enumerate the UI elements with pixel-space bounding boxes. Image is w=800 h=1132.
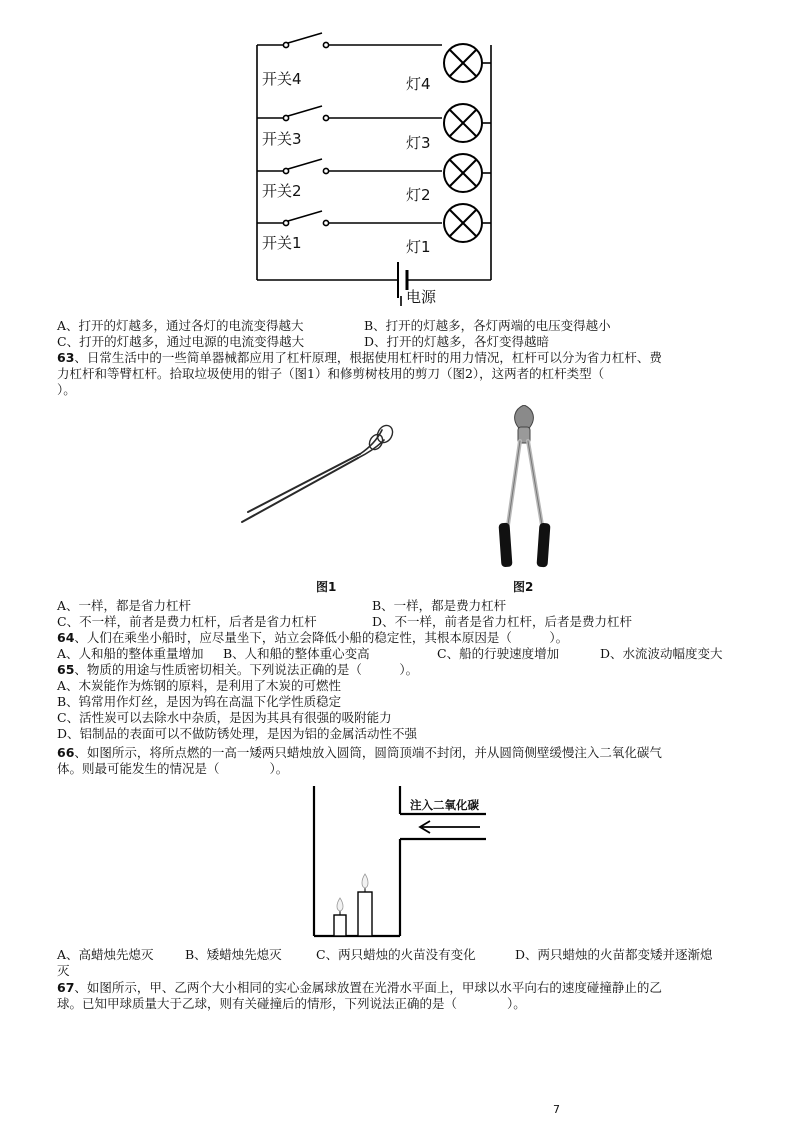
q66-option-c[interactable]: C、两只蜡烛的火苗没有变化 <box>316 947 476 962</box>
lamp-4-label: 灯4 <box>406 75 431 93</box>
q64-option-c[interactable]: C、船的行驶速度增加 <box>437 646 560 661</box>
q67-stem-line-1: 67、如图所示，甲、乙两个大小相同的实心金属球放置在光滑水平面上，甲球以水平向右的速度碰撞静止的乙 <box>57 980 662 995</box>
q63-number: 63 <box>57 350 75 365</box>
fig1-caption: 图1 <box>316 580 337 594</box>
q65-option-c[interactable]: C、活性炭可以去除水中杂质，是因为其具有很强的吸附能力 <box>57 710 392 725</box>
q66-stem-line-2: 体。则最可能发生的情况是（ ）。 <box>57 761 289 776</box>
bolt-cutter-figure <box>488 405 560 573</box>
q66-option-b[interactable]: B、矮蜡烛先熄灭 <box>185 947 282 962</box>
switch-1-label: 开关1 <box>262 234 302 252</box>
q63-option-d[interactable]: D、不一样，前者是省力杠杆，后者是费力杠杆 <box>372 614 633 629</box>
co2-inlet-label: 注入二氧化碳 <box>410 798 479 812</box>
q66-option-d[interactable]: D、两只蜡烛的火苗都变矮并逐渐熄 <box>515 947 713 962</box>
q64-number: 64 <box>57 630 75 645</box>
q67-number: 67 <box>57 980 75 995</box>
q63-stem-line-3: ）。 <box>57 382 76 397</box>
tongs-figure <box>238 418 398 530</box>
q63-stem-line-1: 63、日常生活中的一些简单器械都应用了杠杆原理，根据使用杠杆时的用力情况，杠杆可以分为省力杠杆、费 <box>57 350 662 365</box>
q65-stem: 65、物质的用途与性质密切相关。下列说法正确的是（ ）。 <box>57 662 419 677</box>
q63-option-c[interactable]: C、不一样，前者是费力杠杆，后者是省力杠杆 <box>57 614 317 629</box>
q65-number: 65 <box>57 662 75 677</box>
q62-option-b[interactable]: B、打开的灯越多，各灯两端的电压变得越小 <box>364 318 611 333</box>
switch-2-label: 开关2 <box>262 182 302 200</box>
q62-option-a[interactable]: A、打开的灯越多，通过各灯的电流变得越大 <box>57 318 304 333</box>
q64-stem: 64、人们在乘坐小船时，应尽量坐下，站立会降低小船的稳定性，其根本原因是（ ）。 <box>57 630 569 645</box>
q66-option-d-continued: 灭 <box>57 963 70 978</box>
q65-option-d[interactable]: D、铝制品的表面可以不做防锈处理，是因为铝的金属活动性不强 <box>57 726 418 741</box>
fig2-caption: 图2 <box>513 580 534 594</box>
q66-number: 66 <box>57 745 75 760</box>
q64-option-a[interactable]: A、人和船的整体重量增加 <box>57 646 204 661</box>
q62-option-d[interactable]: D、打开的灯越多，各灯变得越暗 <box>364 334 550 349</box>
q63-option-a[interactable]: A、一样，都是省力杠杆 <box>57 598 192 613</box>
q63-option-b[interactable]: B、一样，都是费力杠杆 <box>372 598 507 613</box>
q66-option-a[interactable]: A、高蜡烛先熄灭 <box>57 947 154 962</box>
switch-4-label: 开关4 <box>262 70 302 88</box>
lamp-3-label: 灯3 <box>406 134 431 152</box>
q65-option-a[interactable]: A、木炭能作为炼钢的原料，是利用了木炭的可燃性 <box>57 678 342 693</box>
lamp-2-label: 灯2 <box>406 186 431 204</box>
lamp-1-label: 灯1 <box>406 238 431 256</box>
power-source-label: 电源 <box>406 288 437 306</box>
q63-stem-line-2: 力杠杆和等臂杠杆。拾取垃圾使用的钳子（图1）和修剪树枝用的剪刀（图2），这两者的杠杆类型（ <box>57 366 605 381</box>
q67-stem-line-2: 球。已知甲球质量大于乙球，则有关碰撞后的情形，下列说法正确的是（ ）。 <box>57 996 526 1011</box>
switch-3-label: 开关3 <box>262 130 302 148</box>
q64-option-b[interactable]: B、人和船的整体重心变高 <box>223 646 370 661</box>
page-number: 7 <box>553 1103 560 1116</box>
q62-option-c[interactable]: C、打开的灯越多，通过电源的电流变得越大 <box>57 334 305 349</box>
q65-option-b[interactable]: B、钨常用作灯丝，是因为钨在高温下化学性质稳定 <box>57 694 342 709</box>
q66-stem-line-1: 66、如图所示，将所点燃的一高一矮两只蜡烛放入圆筒，圆筒顶端不封闭，并从圆筒侧壁缓慢注入二氧化碳气 <box>57 745 662 760</box>
q64-option-d[interactable]: D、水流波动幅度变大 <box>600 646 723 661</box>
